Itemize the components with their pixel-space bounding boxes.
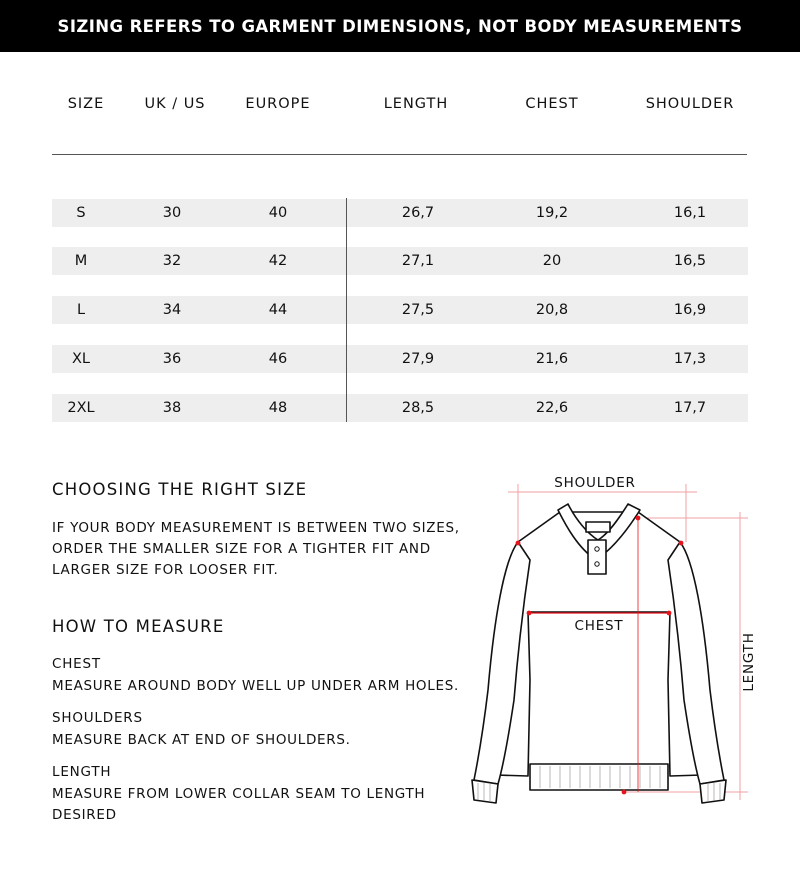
cell-europe: 48 bbox=[268, 400, 288, 416]
cell-uk-us: 30 bbox=[162, 205, 182, 221]
measure-point bbox=[516, 541, 521, 546]
table-row bbox=[52, 296, 748, 324]
cell-chest: 21,6 bbox=[535, 351, 569, 367]
text-line: LARGER SIZE FOR LOOSER FIT. bbox=[52, 562, 279, 578]
cell-shoulder: 17,3 bbox=[673, 351, 707, 367]
measure-point bbox=[622, 790, 627, 795]
shoulder-diagram-label: SHOULDER bbox=[554, 475, 636, 491]
cell-length: 27,9 bbox=[401, 351, 435, 367]
shoulders-label: SHOULDERS bbox=[52, 710, 143, 726]
cell-chest: 20,8 bbox=[535, 302, 569, 318]
cell-size: S bbox=[76, 205, 86, 221]
cell-size: XL bbox=[71, 351, 90, 367]
header-divider bbox=[52, 154, 747, 155]
cell-uk-us: 34 bbox=[162, 302, 182, 318]
table-row bbox=[52, 394, 748, 422]
length-label: LENGTH bbox=[52, 764, 112, 780]
cell-length: 27,1 bbox=[401, 253, 435, 269]
sizing-banner: SIZING REFERS TO GARMENT DIMENSIONS, NOT BODY MEASUREMENTS bbox=[0, 0, 800, 52]
text-line: IF YOUR BODY MEASUREMENT IS BETWEEN TWO SIZES, bbox=[52, 520, 460, 536]
column-divider bbox=[346, 198, 347, 422]
header-uk-us: UK / US bbox=[144, 96, 206, 112]
chest-diagram-label: CHEST bbox=[574, 618, 624, 634]
chest-text bbox=[52, 676, 472, 697]
table-row bbox=[52, 345, 748, 373]
text-line: ORDER THE SMALLER SIZE FOR A TIGHTER FIT AND bbox=[52, 541, 431, 557]
cell-uk-us: 32 bbox=[162, 253, 182, 269]
measure-point bbox=[679, 541, 684, 546]
cell-europe: 40 bbox=[268, 205, 288, 221]
header-shoulder: SHOULDER bbox=[645, 96, 735, 112]
sweater-measurement-diagram bbox=[460, 466, 760, 811]
text-line: MEASURE AROUND BODY WELL UP UNDER ARM HOLES. bbox=[52, 678, 459, 694]
text-line: MEASURE BACK AT END OF SHOULDERS. bbox=[52, 732, 351, 748]
cell-shoulder: 16,9 bbox=[673, 302, 707, 318]
cell-uk-us: 38 bbox=[162, 400, 182, 416]
cell-europe: 44 bbox=[268, 302, 288, 318]
cell-chest: 22,6 bbox=[535, 400, 569, 416]
cell-chest: 19,2 bbox=[535, 205, 569, 221]
header-length: LENGTH bbox=[383, 96, 449, 112]
cell-shoulder: 16,1 bbox=[673, 205, 707, 221]
cell-europe: 42 bbox=[268, 253, 288, 269]
cell-length: 26,7 bbox=[401, 205, 435, 221]
cell-europe: 46 bbox=[268, 351, 288, 367]
length-diagram-label: LENGTH bbox=[741, 632, 757, 692]
choosing-size-title: CHOOSING THE RIGHT SIZE bbox=[52, 480, 308, 499]
chest-label: CHEST bbox=[52, 656, 101, 672]
cell-shoulder: 17,7 bbox=[673, 400, 707, 416]
cell-length: 27,5 bbox=[401, 302, 435, 318]
table-row bbox=[52, 247, 748, 275]
measure-point bbox=[636, 516, 641, 521]
header-europe: EUROPE bbox=[245, 96, 311, 112]
cell-uk-us: 36 bbox=[162, 351, 182, 367]
cell-size: 2XL bbox=[67, 400, 95, 416]
choosing-size-text bbox=[52, 518, 472, 581]
shoulders-text bbox=[52, 730, 472, 751]
cell-chest: 20 bbox=[542, 253, 562, 269]
button-icon bbox=[595, 547, 599, 551]
length-text bbox=[52, 784, 472, 826]
button-icon bbox=[595, 562, 599, 566]
measure-point bbox=[527, 611, 532, 616]
how-to-measure-title: HOW TO MEASURE bbox=[52, 617, 225, 636]
cell-length: 28,5 bbox=[401, 400, 435, 416]
header-size: SIZE bbox=[67, 96, 105, 112]
text-line: DESIRED bbox=[52, 807, 117, 823]
cell-size: M bbox=[74, 253, 88, 269]
header-chest: CHEST bbox=[525, 96, 579, 112]
measure-point bbox=[667, 611, 672, 616]
table-row bbox=[52, 199, 748, 227]
cell-shoulder: 16,5 bbox=[673, 253, 707, 269]
cell-size: L bbox=[76, 302, 86, 318]
text-line: MEASURE FROM LOWER COLLAR SEAM TO LENGTH bbox=[52, 786, 426, 802]
